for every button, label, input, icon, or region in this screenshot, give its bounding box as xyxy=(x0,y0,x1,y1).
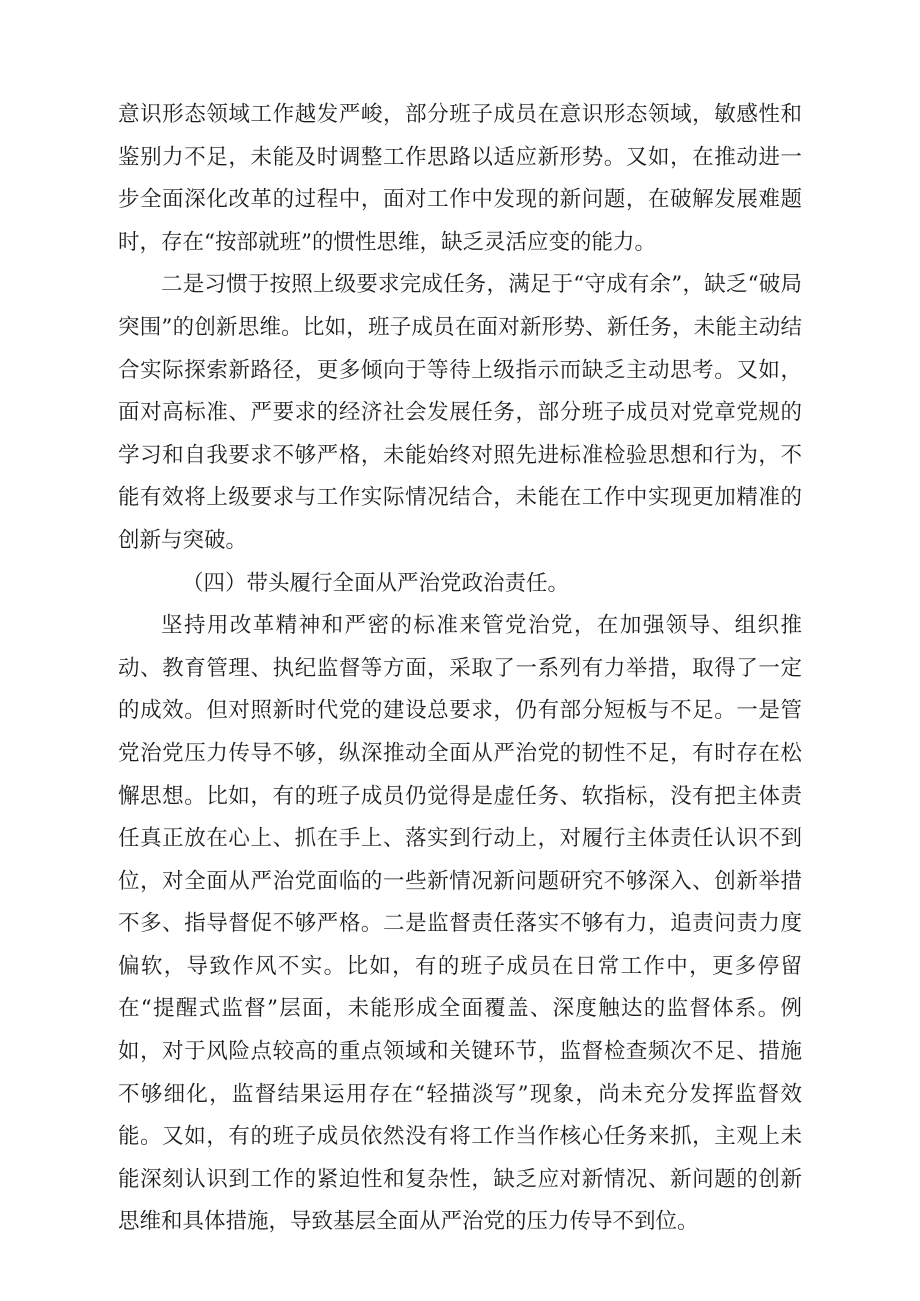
document-page xyxy=(118,94,802,1244)
section-heading: （四）带头履行全面从严治党政治责任。 xyxy=(182,570,570,596)
continuation-paragraph: 意识形态领域工作越发严峻，部分班子成员在意识形态领域，敏感性和鉴别力不足，未能及时调整工作思路以适应新形势。又如，在推动进一步全面深化改革的过程中，面对工作中发现的新问题，在破解发展难题时，存在“按部就班”的惯性思维，缺乏灵活应变的能力。 xyxy=(118,102,802,255)
body-paragraph-party-governance: 坚持用改革精神和严密的标准来管党治党，在加强领导、组织推动、教育管理、执纪监督等方面，采取了一系列有力举措，取得了一定的成效。但对照新时代党的建设总要求，仍有部分短板与不足。一是管党治党压力传导不够，纵深推动全面从严治党的韧性不足，有时存在松懈思想。比如，有的班子成员仍觉得是虚任务、软指标，没有把主体责任真正放在心上、抓在手上、落实到行动上，对履行主体责任认识不到位，对全面从严治党面临的一些新情况新问题研究不够深入、创新举措不多、指导督促不够严格。二是监督责任落实不够有力，追责问责力度偏软，导致作风不实。比如，有的班子成员在日常工作中，更多停留在“提醒式监督”层面，未能形成全面覆盖、深度触达的监督体系。例如，对于风险点较高的重点领域和关键环节，监督检查频次不足、措施不够细化，监督结果运用存在“轻描淡写”现象，尚未充分发挥监督效能。又如，有的班子成员依然没有将工作当作核心任务来抓，主观上未能深刻认识到工作的紧迫性和复杂性，缺乏应对新情况、新问题的创新思维和具体措施，导致基层全面从严治党的压力传导不到位。 xyxy=(118,613,802,1235)
body-paragraph-innovation: 二是习惯于按照上级要求完成任务，满足于“守成有余”，缺乏“破局突围”的创新思维。比如，班子成员在面对新形势、新任务，未能主动结合实际探索新路径，更多倾向于等待上级指示而缺乏主动思考。又如，面对高标准、严要求的经济社会发展任务，部分班子成员对党章党规的学习和自我要求不够严格，未能始终对照先进标准检验思想和行为，不能有效将上级要求与工作实际情况结合，未能在工作中实现更加精准的创新与突破。 xyxy=(118,272,802,553)
